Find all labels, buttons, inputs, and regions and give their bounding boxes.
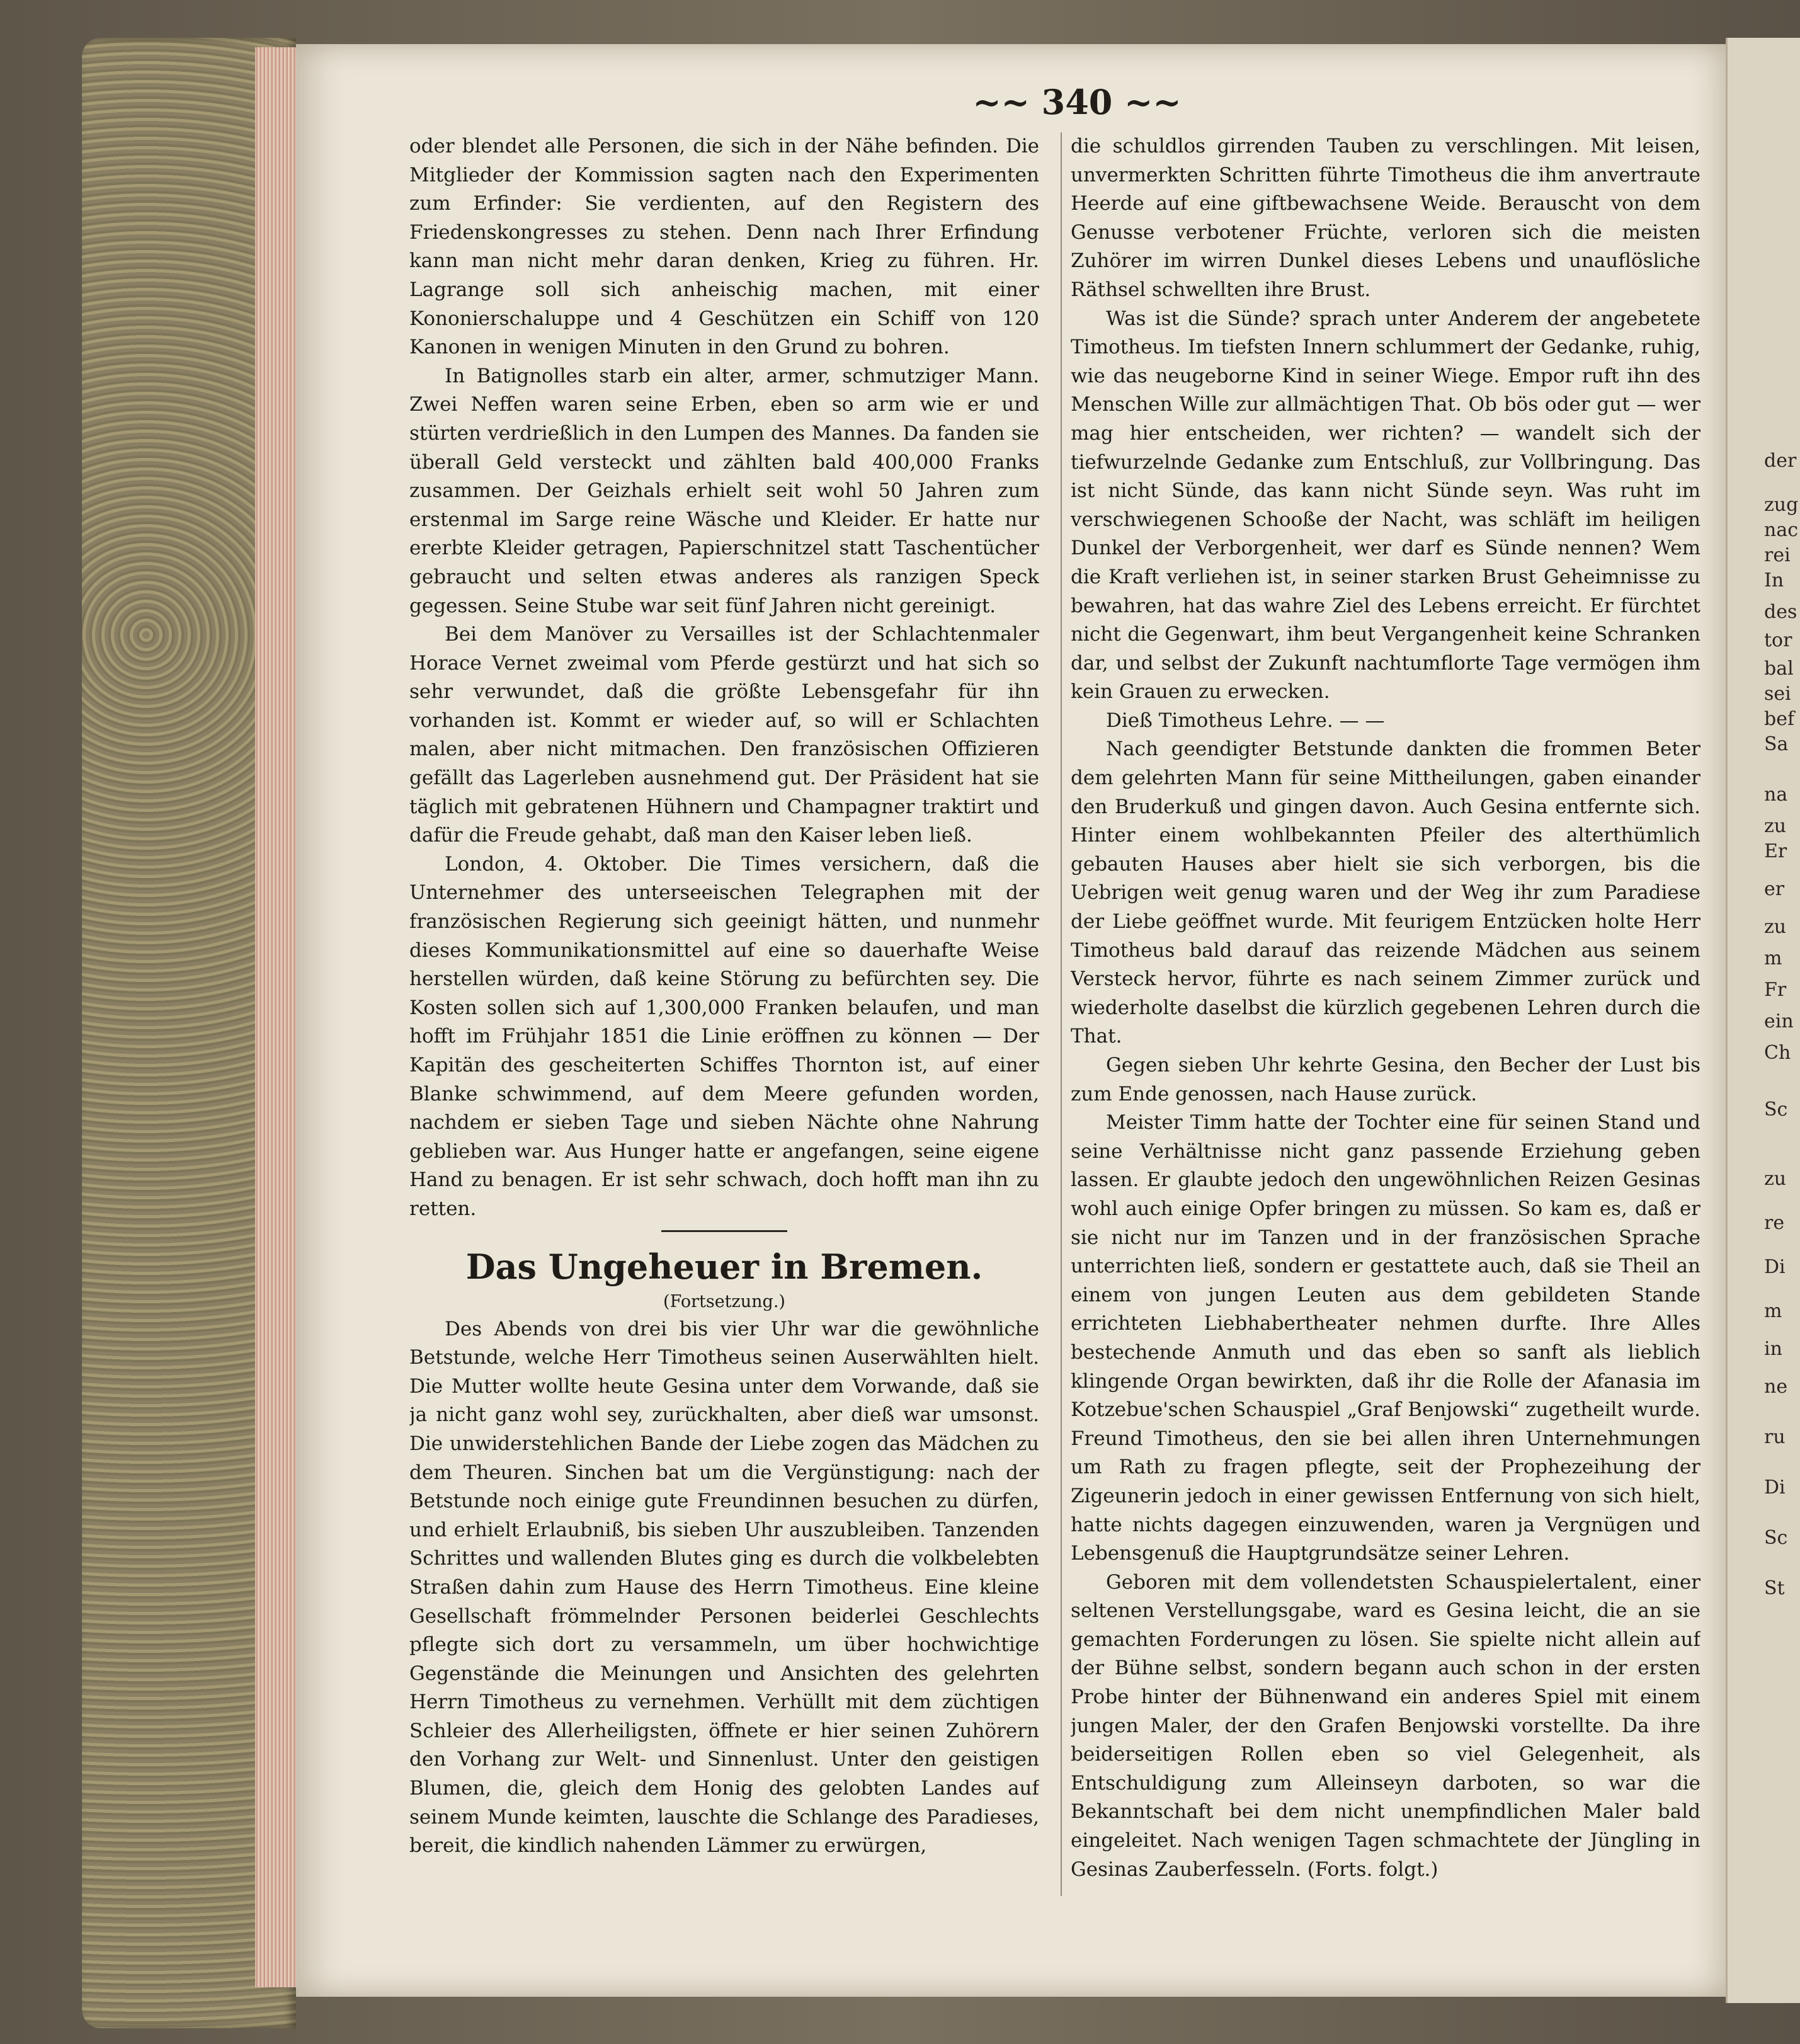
news-paragraph-versailles: Bei dem Manöver zu Versailles ist der Schlachtenmaler Horace Vernet zweimal vom Pferde gestürzt und hat sich so sehr verwundet, daß die größte Lebensgefahr für ihn vorhanden ist. Kommt er wieder auf, so will er Schlachten malen, aber nicht mitmachen. Den französischen Offizieren gefällt das Lagerleben ausnehmend gut. Der Präsident hat sie täglich mit gebratenen Hühnern und Champagner traktirt und dafür die Freude gehabt, daß man den Kaiser leben ließ.: [409, 623, 1039, 847]
page-edges: [255, 47, 299, 1987]
news-paragraph-invention: oder blendet alle Personen, die sich in der Nähe befinden. Die Mitglieder der Kommission sagten nach den Experimenten zum Erfinder: Sie verdienten, auf den Registern des Friedenskongresses zu stehen. Denn nach Ihrer Erfindung kann man nicht mehr daran denken, Krieg zu führen. Hr. Lagrange soll sich anheischig machen, mit einer Kononierschaluppe und 4 Geschützen ein Schiff von 120 Kanonen in wenigen Minuten in den Grund zu bohren.: [409, 135, 1039, 359]
next-page-fragment: er: [1764, 878, 1785, 900]
right-column: [1071, 132, 1700, 1934]
section-rule: [661, 1230, 787, 1232]
next-page-fragment: der: [1764, 450, 1797, 472]
article-title: Das Ungeheuer in Bremen.: [465, 1246, 983, 1287]
next-page-fragment: St: [1764, 1577, 1785, 1599]
next-page-fragment: In: [1764, 569, 1784, 591]
article-paragraph-betstunde: Nach geendigter Betstunde dankten die frommen Beter dem gelehrten Mann für seine Mittheilungen, gaben einander den Bruderkuß und gingen davon. Auch Gesina entfernte sich. Hinter einem wohlbekannten Pfeiler des alterthümlich gebauten Hauses aber hielt sie sich verborgen, bis die Uebrigen weit genug waren und der Weg ihr zum Paradiese der Liebe geöffnet wurde. Mit feurigem Entzücken holte Herr Timotheus bald darauf das reizende Mädchen aus seinem Versteck hervor, führte es nach seinem Zimmer zurück und wiederholte daselbst die kürzlich gegebenen Lehren durch die That.: [1071, 738, 1700, 1048]
next-page-fragment: tor: [1764, 629, 1792, 651]
column-divider: [1061, 132, 1062, 1896]
next-page-fragment: ru: [1764, 1426, 1786, 1448]
next-page-fragment: Fr: [1764, 979, 1787, 1001]
next-page-fragment: Sc: [1764, 1527, 1788, 1549]
next-page-fragment: re: [1764, 1212, 1785, 1234]
next-page-fragment: m: [1764, 947, 1782, 969]
next-page-fragment: Ch: [1764, 1042, 1791, 1064]
article-subtitle: (Fortsetzung.): [663, 1291, 785, 1311]
page-number-text: 340: [1041, 82, 1113, 122]
next-page-edge: [1726, 38, 1800, 2003]
article-paragraph-meister-timm: Meister Timm hatte der Tochter eine für seinen Stand und seine Verhältnisse nicht ganz passende Erziehung geben lassen. Er glaubte jedoch den ungewöhnlichen Reizen Gesinas wohl auch einige Opfer bringen zu müssen. So kam es, daß er sie nicht nur im Tanzen und in der französischen Sprache unterrichten ließ, sondern er gestattete auch, daß sie Theil an einem von jungen Leuten aus dem gebildeten Stande errichteten Liebhabertheater nehmen durfte. Ihre Alles bestechende Anmuth und das eben so sanft als lieblich klingende Organ bewirkten, daß ihr die Rolle der Afanasia im Kotzebue'schen Schauspiel „Graf Benjowski“ zugetheilt wurde. Freund Timotheus, den sie bei allen ihren Unternehmungen um Rath zu fragen pflegte, seit der Prophezeihung der Zigeunerin jedoch in einer gewissen Entfernung von sich hielt, hatte nichts dagegen einzuwenden, waren ja Vergnügen und Lebensgenuß die Hauptgrundsätze seiner Lehren.: [1071, 1111, 1700, 1565]
article-paragraph: Des Abends von drei bis vier Uhr war die gewöhnliche Betstunde, welche Herr Timotheus seinen Auserwählten hielt. Die Mutter wollte heute Gesina unter dem Vorwande, daß sie ja nicht ganz wohl sey, zurückhalten, aber dieß war umsonst. Die unwiderstehlichen Bande der Liebe zogen das Mädchen zu dem Theuren. Sinchen bat um die Vergünstigung: nach der Betstunde noch einige gute Freundinnen besuchen zu dürfen, und erhielt Erlaubniß, bis sieben Uhr auszubleiben. Tanzenden Schrittes und wallenden Blutes ging es durch die volkbelebten Straßen dahin zum Hause des Herrn Timotheus. Eine kleine Gesellschaft frömmelnder Personen beiderlei Geschlechts pflegte sich dort zu versammeln, um über hochwichtige Gegenstände die Meinungen und Ansichten des gelehrten Herrn Timotheus zu vernehmen. Verhüllt mit dem züchtigen Schleier des Allerheiligsten, öffnete er hier seinen Zuhörern den Vorhang zur Welt- und Sinnenlust. Unter den geistigen Blumen, die, gleich dem Honig des gelobten Landes auf seinem Munde keimten, lauschte die Schlange des Paradieses, bereit, die kindlich nahenden Lämmer zu erwürgen,: [409, 1317, 1039, 1858]
next-page-fragment: rei: [1764, 544, 1791, 566]
next-page-fragment: ein: [1764, 1010, 1794, 1032]
article-paragraph-sin: Was ist die Sünde? sprach unter Anderem der angebetete Timotheus. Im tiefsten Innern schlummert der Gedanke, ruhig, wie das neugeborne Kind in seiner Wiege. Empor ruft ihn des Menschen Wille zur allmächtigen That. Ob bös oder gut — wer mag hier entscheiden, wer richten? — wandelt sich der tiefwurzelnde Gedanke zum Entschluß, zur Vollbringung. Das ist nicht Sünde, das kann nicht Sünde seyn. Was ruht im verschwiegenen Schooße der Nacht, was schläft im heiligen Dunkel der Verborgenheit, wer darf es Sünde nennen? Wem die Kraft verliehen ist, in seiner starken Brust Geheimnisse zu bewahren, hat das wahre Ziel des Lebens erreicht. Er fürchtet nicht die Gegenwart, ihm beut Vergangenheit keine Schranken dar, und selbst der Zukunft nachtumflorte Tage vermögen ihm kein Grauen zu erwecken.: [1071, 307, 1700, 704]
next-page-fragment: ne: [1764, 1376, 1788, 1398]
next-page-fragment: na: [1764, 784, 1788, 806]
article-paragraph-continued: die schuldlos girrenden Tauben zu verschlingen. Mit leisen, unvermerkten Schritten führte Timotheus die ihm anvertraute Heerde auf eine giftbewachsene Weide. Berauscht von dem Genusse verbotener Früchte, verloren sich die meisten Zuhörer im wirren Dunkel dieses Lebens und unauflösliche Räthsel schwellten ihre Brust.: [1071, 135, 1700, 301]
next-page-fragment: bal: [1764, 658, 1794, 680]
next-page-fragment: in: [1764, 1338, 1782, 1360]
next-page-fragment: Er: [1764, 840, 1787, 862]
news-paragraph-batignolles: In Batignolles starb ein alter, armer, schmutziger Mann. Zwei Neffen waren seine Erben, eben so arm wie er und stürten verdrießlich in den Lumpen des Mannes. Da fanden sie überall Geld versteckt und zählten bald 400,000 Franks zusammen. Der Geizhals erhielt seit wohl 50 Jahren zum erstenmal im Sarge reine Wäsche und Kleider. Er hatte nur ererbte Kleider getragen, Papierschnitzel statt Taschentücher gebraucht und selten etwas anderes als ranzigen Speck gegessen. Seine Stube war seit fünf Jahren nicht gereinigt.: [409, 364, 1039, 617]
page-number: [951, 82, 1203, 122]
next-page-fragment: des: [1764, 601, 1797, 623]
next-page-fragment: zu: [1764, 815, 1787, 837]
next-page-fragment: zu: [1764, 1168, 1787, 1190]
next-page-fragment: Di: [1764, 1476, 1786, 1499]
next-page-fragment: Di: [1764, 1256, 1786, 1278]
article-paragraph-schauspiel: Geboren mit dem vollendetsten Schauspielertalent, einer seltenen Verstellungsgabe, ward es Gesina leicht, die an sie gemachten Forderungen zu lösen. Sie spielte nicht allein auf der Bühne selbst, sondern begann auch schon in der ersten Probe hinter der Bühnenwand ein anderes Spiel mit einem jungen Maler, der den Grafen Benjowski vorstellte. Da ihre beiderseitigen Rollen eben so viel Gelegenheit, als Entschuldigung zum Alleinseyn darboten, so war die Bekanntschaft bei dem nicht unempfindlichen Maler bald eingeleitet. Nach wenigen Tagen schmachtete der Jüngling in Gesinas Zauberfesseln. (Forts. folgt.): [1071, 1570, 1700, 1881]
next-page-fragment: Sa: [1764, 733, 1789, 755]
next-page-fragment: m: [1764, 1300, 1782, 1322]
next-page-fragment: Sc: [1764, 1099, 1788, 1121]
ornament-left: ~~: [972, 82, 1042, 122]
article-paragraph-lehre: Dieß Timotheus Lehre. — —: [1106, 709, 1385, 732]
article-paragraph-gesina-return: Gegen sieben Uhr kehrte Gesina, den Becher der Lust bis zum Ende genossen, nach Hause zurück.: [1071, 1054, 1700, 1105]
news-paragraph-london: London, 4. Oktober. Die Times versichern, daß die Unternehmer des unterseeischen Telegraphen mit der französischen Regierung sich geeinigt hätten, und nunmehr dieses Kommunikationsmittel auf eine so dauerhafte Weise herstellen würden, daß keine Störung zu befürchten sey. Die Kosten sollen sich auf 1,300,000 Franken belaufen, und man hofft im Frühjahr 1851 die Linie eröffnen zu können — Der Kapitän des gescheiterten Schiffes Thornton ist, auf einer Blanke schwimmend, auf dem Meere gefunden worden, nachdem er sieben Tage und sieben Nächte ohne Nahrung geblieben war. Aus Hunger hatte er angefangen, seine eigene Hand zu benagen. Er ist sehr schwach, doch hofft man ihn zu retten.: [409, 852, 1039, 1220]
next-page-fragment: sei: [1764, 683, 1791, 705]
next-page-fragment: zu: [1764, 916, 1787, 938]
next-page-fragment: nac: [1764, 519, 1799, 541]
left-column: [409, 132, 1039, 1934]
next-page-fragment: bef: [1764, 708, 1795, 730]
ornament-right: ~~: [1112, 82, 1182, 122]
next-page-fragment: zug: [1764, 494, 1799, 516]
